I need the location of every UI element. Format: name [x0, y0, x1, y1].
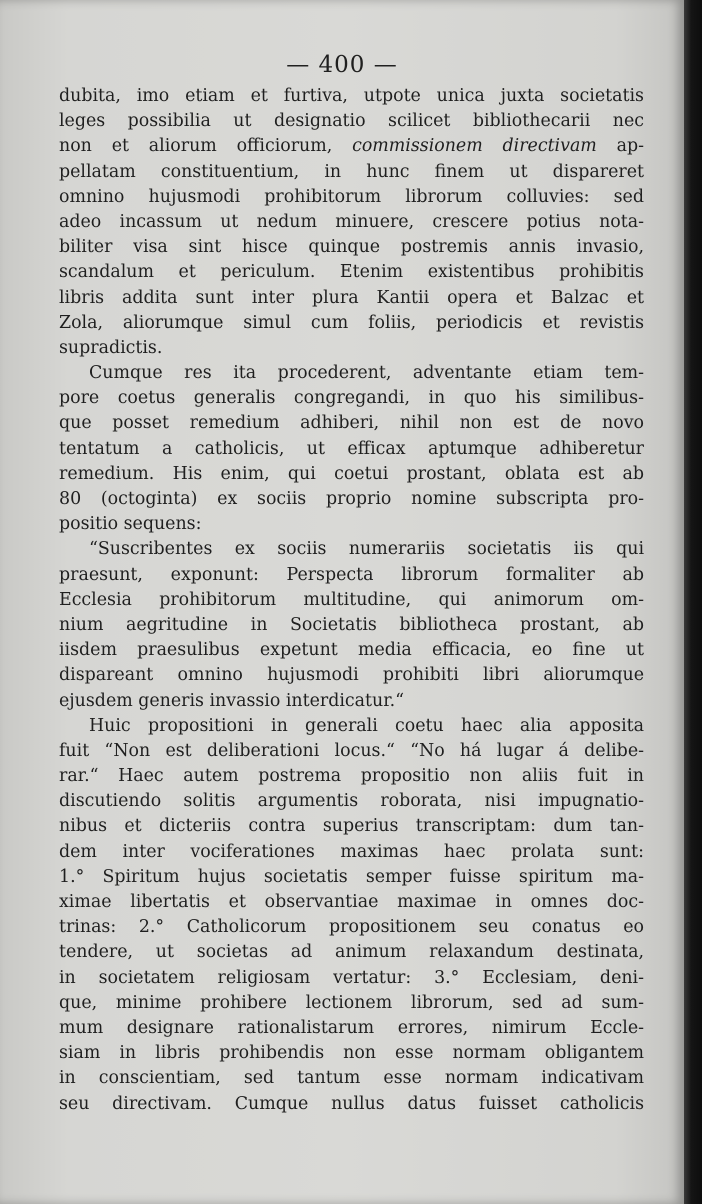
text-line — [59, 134, 644, 159]
text-line: supradictis. — [59, 337, 163, 358]
text-line: pore coetus generalis congregandi, in quo his similibus- — [59, 388, 644, 409]
text-line: dubita, imo etiam et furtiva, utpote unica juxta societatis — [59, 86, 644, 106]
text-line: que, minime prohibere lectionem librorum, sed ad sum- — [59, 992, 644, 1013]
text-line: Ecclesia prohibitorum multitudine, qui animorum om- — [59, 589, 644, 610]
text-line: iisdem praesulibus expetunt media efficacia, eo fine ut — [59, 640, 644, 661]
text-line: Zola, aliorumque simul cum foliis, periodicis et revistis — [59, 312, 644, 333]
text-line: nibus et dicteriis contra superius transcriptam: dum tan- — [59, 816, 644, 837]
text-line: Huic propositioni in generali coetu haec alia apposita — [89, 715, 644, 736]
text-line: fuit “Non est deliberationi locus.“ “No há lugar á delibe- — [59, 740, 644, 761]
text-line: pellatam constituentium, in hunc finem ut dispareret — [59, 161, 644, 182]
text-line: 1.° Spiritum hujus societatis semper fuisse spiritum ma- — [59, 866, 644, 887]
text-line: mum designare rationalistarum errores, nimirum Eccle- — [59, 1017, 644, 1038]
text-line: seu directivam. Cumque nullus datus fuisset catholicis — [59, 1093, 644, 1114]
italic-term: commissionem directivam — [352, 136, 597, 157]
text-line: siam in libris prohibendis non esse normam obligantem — [59, 1043, 644, 1064]
text-line: praesunt, exponunt: Perspecta librorum formaliter ab — [59, 564, 644, 585]
text-line: in societatem religiosam vertatur: 3.° Ecclesiam, deni- — [59, 967, 644, 988]
text-line: nium aegritudine in Societatis bibliotheca prostant, ab — [59, 614, 644, 635]
text-line: positio sequens: — [59, 514, 202, 535]
body-text — [59, 84, 644, 1117]
text-line: ximae libertatis et observantiae maximae in omnes doc- — [59, 892, 644, 912]
text-line: adeo incassum ut nedum minuere, crescere potius nota- — [59, 211, 644, 232]
book-binding-shadow — [684, 0, 702, 1204]
text-line: dispareant omnino hujusmodi prohibiti libri aliorumque — [59, 665, 644, 686]
text-line: discutiendo solitis argumentis roborata, nisi impugnatio- — [59, 791, 644, 812]
text-line: rar.“ Haec autem postrema propositio non aliis fuit in — [59, 766, 644, 787]
text-line: trinas: 2.° Catholicorum propositionem seu conatus eo — [59, 917, 644, 938]
text-line: remedium. His enim, qui coetui prostant, oblata est ab — [59, 463, 644, 484]
text-line: scandalum et periculum. Etenim existentibus prohibitis — [59, 262, 644, 283]
text-segment: non et aliorum officiorum, — [59, 136, 353, 157]
text-line: “Suscribentes ex sociis numerariis societatis iis qui — [89, 539, 644, 560]
text-line: tentatum a catholicis, ut efficax aptumque adhiberetur — [59, 438, 644, 459]
text-line: omnino hujusmodi prohibitorum librorum colluvies: sed — [59, 186, 644, 207]
text-line: que posset remedium adhiberi, nihil non est de novo — [59, 413, 644, 434]
page-number: — 400 — — [286, 52, 398, 78]
text-line: 80 (octoginta) ex sociis proprio nomine subscripta pro- — [59, 489, 644, 509]
text-line: leges possibilia ut designatio scilicet bibliothecarii nec — [59, 111, 644, 132]
text-segment: ap- — [596, 136, 645, 157]
text-line: dem inter vociferationes maximas haec prolata sunt: — [59, 841, 644, 862]
text-line: ejusdem generis invassio interdicatur.“ — [59, 690, 405, 711]
text-line: libris addita sunt inter plura Kantii opera et Balzac et — [59, 287, 644, 308]
text-line: biliter visa sint hisce quinque postremis annis invasio, — [59, 237, 644, 258]
text-line: tendere, ut societas ad animum relaxandum destinata, — [59, 942, 644, 963]
text-line: in conscientiam, sed tantum esse normam indicativam — [59, 1068, 644, 1089]
text-line: Cumque res ita procederent, adventante etiam tem- — [89, 363, 644, 384]
